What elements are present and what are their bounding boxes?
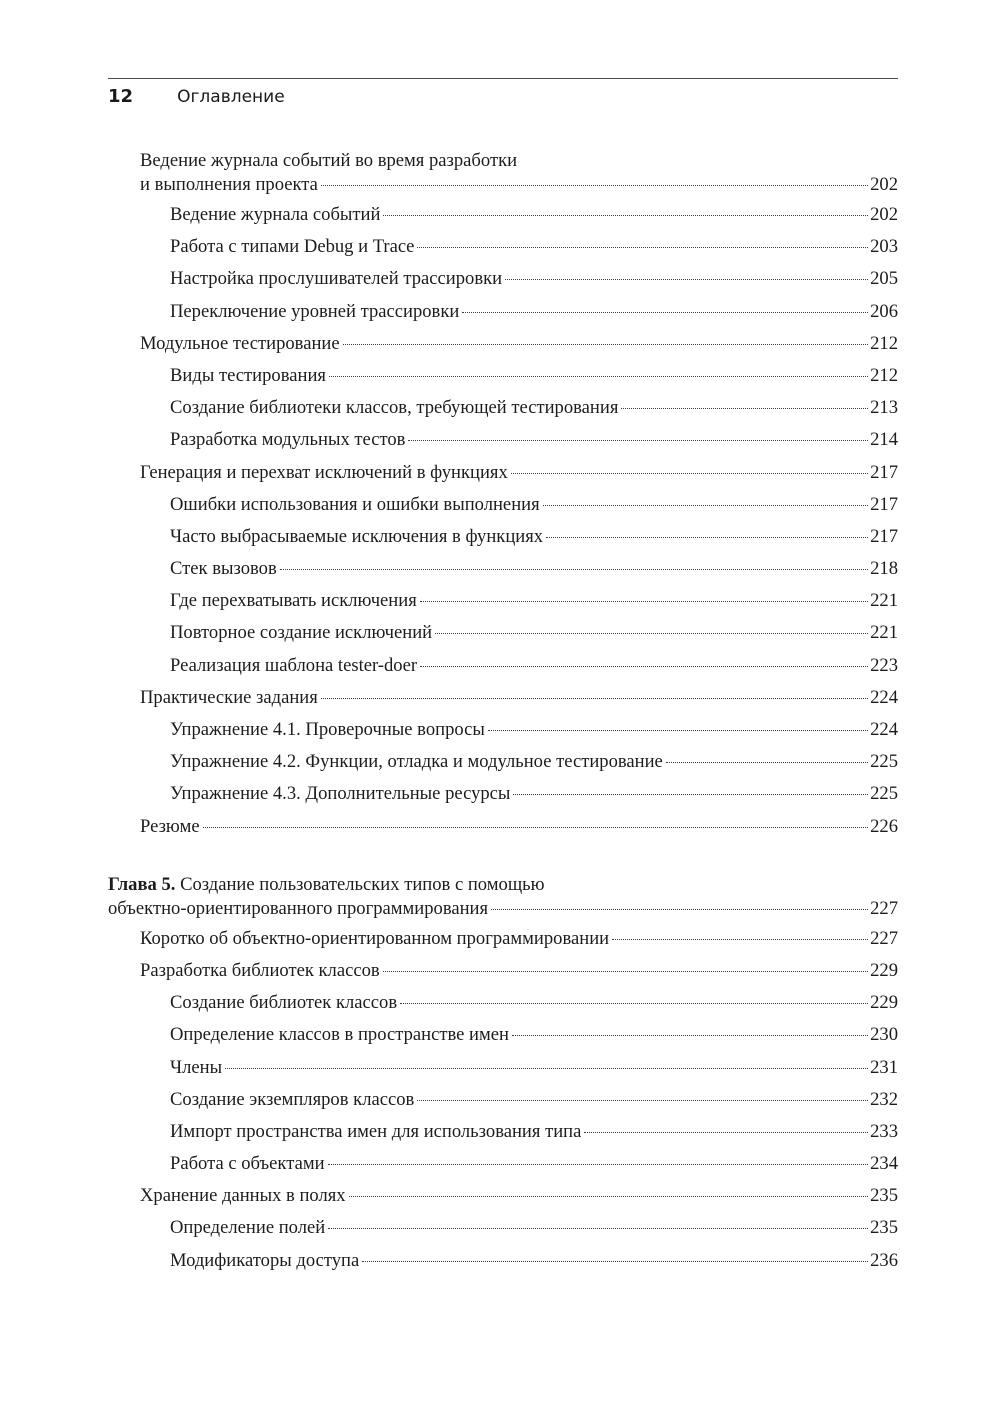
- toc-entry[interactable]: [108, 719, 898, 751]
- toc-entry-multiline[interactable]: [108, 148, 898, 204]
- toc-entry[interactable]: [108, 397, 898, 429]
- toc-section-chapter4: [108, 204, 898, 848]
- toc-entry-title: Члены: [170, 1056, 223, 1078]
- toc-entry-title: Создание экземпляров классов: [170, 1088, 415, 1110]
- toc-entry-title: Повторное создание исключений: [170, 622, 433, 644]
- toc-entry-title: Определение классов в пространстве имен: [170, 1024, 509, 1046]
- toc-chapter-title-line1: [108, 872, 898, 898]
- toc-page-number: 232: [870, 1088, 898, 1110]
- toc-entry-title-line1: Ведение журнала событий во время разработки: [140, 150, 518, 171]
- toc-entry-title: Определение полей: [170, 1217, 326, 1239]
- toc-entry[interactable]: [108, 333, 898, 365]
- toc-entry[interactable]: [108, 1057, 898, 1089]
- toc-entry[interactable]: [108, 751, 898, 783]
- toc-entry[interactable]: [108, 365, 898, 397]
- toc-page-number: 225: [870, 751, 898, 773]
- dot-leader: [543, 505, 868, 506]
- toc-entry-title: Переключение уровней трассировки: [170, 300, 460, 322]
- dot-leader: [512, 1035, 868, 1036]
- dot-leader: [584, 1132, 868, 1133]
- toc-entry[interactable]: [108, 1185, 898, 1217]
- dot-leader: [328, 1228, 868, 1229]
- dot-leader: [612, 939, 868, 940]
- dot-leader: [280, 569, 868, 570]
- running-title: Оглавление: [177, 87, 285, 107]
- toc-entry-title: Генерация и перехват исключений в функциях: [140, 461, 508, 483]
- dot-leader: [621, 408, 868, 409]
- toc-page-number: 206: [870, 300, 898, 322]
- toc-entry-title: Стек вызовов: [170, 558, 277, 580]
- toc-entry-title: Ошибки использования и ошибки выполнения: [170, 493, 540, 515]
- toc-entry-title: Часто выбрасываемые исключения в функциях: [170, 525, 544, 547]
- dot-leader: [400, 1003, 868, 1004]
- toc-entry[interactable]: [108, 462, 898, 494]
- toc-entry-title: и выполнения проекта: [140, 174, 318, 195]
- toc-entry-title: Разработка библиотек классов: [140, 959, 380, 981]
- toc-entry[interactable]: [108, 687, 898, 719]
- toc-page-number: 217: [870, 525, 898, 547]
- toc-page-number: 229: [870, 992, 898, 1014]
- dot-leader: [225, 1068, 868, 1069]
- toc-entry-title: Импорт пространства имен для использования типа: [170, 1120, 582, 1142]
- toc-entry-title: Ведение журнала событий: [170, 204, 381, 225]
- toc-entry-title: Разработка модульных тестов: [170, 429, 406, 451]
- toc-entry[interactable]: [108, 1250, 898, 1282]
- toc-page-number: 236: [870, 1249, 898, 1271]
- toc-entry[interactable]: [108, 204, 898, 236]
- dot-leader: [435, 633, 868, 634]
- toc-chapter-entry[interactable]: [108, 872, 898, 928]
- dot-leader: [321, 698, 868, 699]
- header-rule: [108, 78, 898, 79]
- toc-entry[interactable]: [108, 1217, 898, 1249]
- toc-page-number: 234: [870, 1153, 898, 1175]
- toc-section-chapter5: [108, 928, 898, 1282]
- toc-entry-title: Создание библиотек классов: [170, 992, 398, 1014]
- dot-leader: [420, 601, 868, 602]
- dot-leader: [491, 909, 868, 910]
- toc-page-number: 223: [870, 654, 898, 676]
- toc-entry[interactable]: [108, 268, 898, 300]
- toc-entry-title: Работа с типами Debug и Trace: [170, 236, 415, 258]
- toc-entry-title: Модификаторы доступа: [170, 1249, 360, 1271]
- toc-entry-title: Реализация шаблона tester-doer: [170, 654, 418, 676]
- toc-entry-title: Хранение данных в полях: [140, 1185, 346, 1207]
- toc-entry-title: Резюме: [140, 815, 200, 837]
- toc-entry[interactable]: [108, 558, 898, 590]
- toc-page-number: 235: [870, 1185, 898, 1207]
- toc-page-number: 212: [870, 332, 898, 354]
- dot-leader: [488, 730, 868, 731]
- toc-entry[interactable]: [108, 1089, 898, 1121]
- toc-page-number: 213: [870, 397, 898, 419]
- toc-page-number: 205: [870, 268, 898, 290]
- dot-leader: [408, 440, 868, 441]
- dot-leader: [546, 537, 868, 538]
- toc-entry[interactable]: [108, 429, 898, 461]
- toc-page-number: 218: [870, 558, 898, 580]
- toc-entry-title: Коротко об объектно-ориентированном программировании: [140, 927, 610, 949]
- dot-leader: [329, 376, 868, 377]
- toc-page-number: 233: [870, 1120, 898, 1142]
- toc-page-number: 231: [870, 1056, 898, 1078]
- toc-entry[interactable]: [108, 622, 898, 654]
- toc-entry[interactable]: [108, 816, 898, 848]
- toc-entry-title: Практические задания: [140, 686, 318, 708]
- toc-entry[interactable]: [108, 301, 898, 333]
- page-number: 12: [108, 86, 134, 107]
- toc-page-number: 225: [870, 783, 898, 805]
- toc-page-number: 221: [870, 590, 898, 612]
- toc-page-number: 224: [870, 686, 898, 708]
- dot-leader: [343, 344, 868, 345]
- toc-entry[interactable]: [108, 1121, 898, 1153]
- dot-leader: [511, 473, 868, 474]
- chapter-title-line1: Создание пользовательских типов с помощью: [180, 873, 545, 895]
- toc-entry-title: Модульное тестирование: [140, 332, 340, 354]
- table-of-contents: [108, 148, 898, 1282]
- dot-leader: [362, 1261, 868, 1262]
- toc-entry[interactable]: [108, 655, 898, 687]
- toc-entry[interactable]: [108, 526, 898, 558]
- toc-entry[interactable]: [108, 236, 898, 268]
- toc-entry-title: Виды тестирования: [170, 364, 326, 386]
- toc-entry-title: Упражнение 4.1. Проверочные вопросы: [170, 719, 485, 740]
- toc-entry-title: Где перехватывать исключения: [170, 590, 417, 612]
- toc-entry[interactable]: [108, 1024, 898, 1056]
- dot-leader: [349, 1196, 869, 1197]
- toc-entry-title: объектно-ориентированного программирования: [108, 897, 489, 919]
- dot-leader: [666, 762, 868, 763]
- toc-page-number: 217: [870, 461, 898, 483]
- dot-leader: [417, 247, 868, 248]
- toc-entry-title: Упражнение 4.2. Функции, отладка и модульное тестирование: [170, 751, 663, 773]
- toc-entry[interactable]: [108, 494, 898, 526]
- dot-leader: [383, 971, 868, 972]
- dot-leader: [513, 794, 868, 795]
- toc-entry[interactable]: [108, 928, 898, 960]
- section-gap: [108, 848, 898, 872]
- dot-leader: [203, 827, 869, 828]
- toc-entry-title: Настройка прослушивателей трассировки: [170, 268, 503, 290]
- toc-entry[interactable]: [108, 992, 898, 1024]
- toc-page-number: 214: [870, 429, 898, 451]
- toc-entry[interactable]: [108, 783, 898, 815]
- toc-page-number: 203: [870, 236, 898, 258]
- toc-entry[interactable]: [108, 960, 898, 992]
- toc-page-number: 221: [870, 622, 898, 644]
- dot-leader: [417, 1100, 868, 1101]
- toc-page-number: 226: [870, 815, 898, 837]
- toc-entry[interactable]: [108, 590, 898, 622]
- dot-leader: [383, 215, 868, 216]
- toc-page-number: 235: [870, 1217, 898, 1239]
- dot-leader: [505, 279, 868, 280]
- toc-page-number: 212: [870, 364, 898, 386]
- dot-leader: [328, 1164, 869, 1165]
- running-header: [108, 86, 285, 110]
- dot-leader: [462, 312, 868, 313]
- toc-page-number: 230: [870, 1024, 898, 1046]
- toc-entry[interactable]: [108, 1153, 898, 1185]
- toc-entry: [108, 898, 898, 928]
- dot-leader: [321, 185, 868, 186]
- toc-page-number: 227: [870, 927, 898, 949]
- toc-entry: [140, 174, 898, 204]
- toc-page-number: 202: [870, 174, 898, 195]
- toc-page-number: 224: [870, 719, 898, 740]
- toc-page-number: 217: [870, 493, 898, 515]
- dot-leader: [420, 666, 868, 667]
- toc-page-number: 202: [870, 204, 898, 225]
- toc-entry-title: Создание библиотеки классов, требующей тестирования: [170, 397, 619, 419]
- toc-page-number: 227: [870, 897, 898, 919]
- toc-page-number: 229: [870, 959, 898, 981]
- toc-entry-title: Упражнение 4.3. Дополнительные ресурсы: [170, 783, 511, 805]
- chapter-label: Глава 5.: [108, 873, 176, 895]
- toc-entry-title: Работа с объектами: [170, 1153, 325, 1175]
